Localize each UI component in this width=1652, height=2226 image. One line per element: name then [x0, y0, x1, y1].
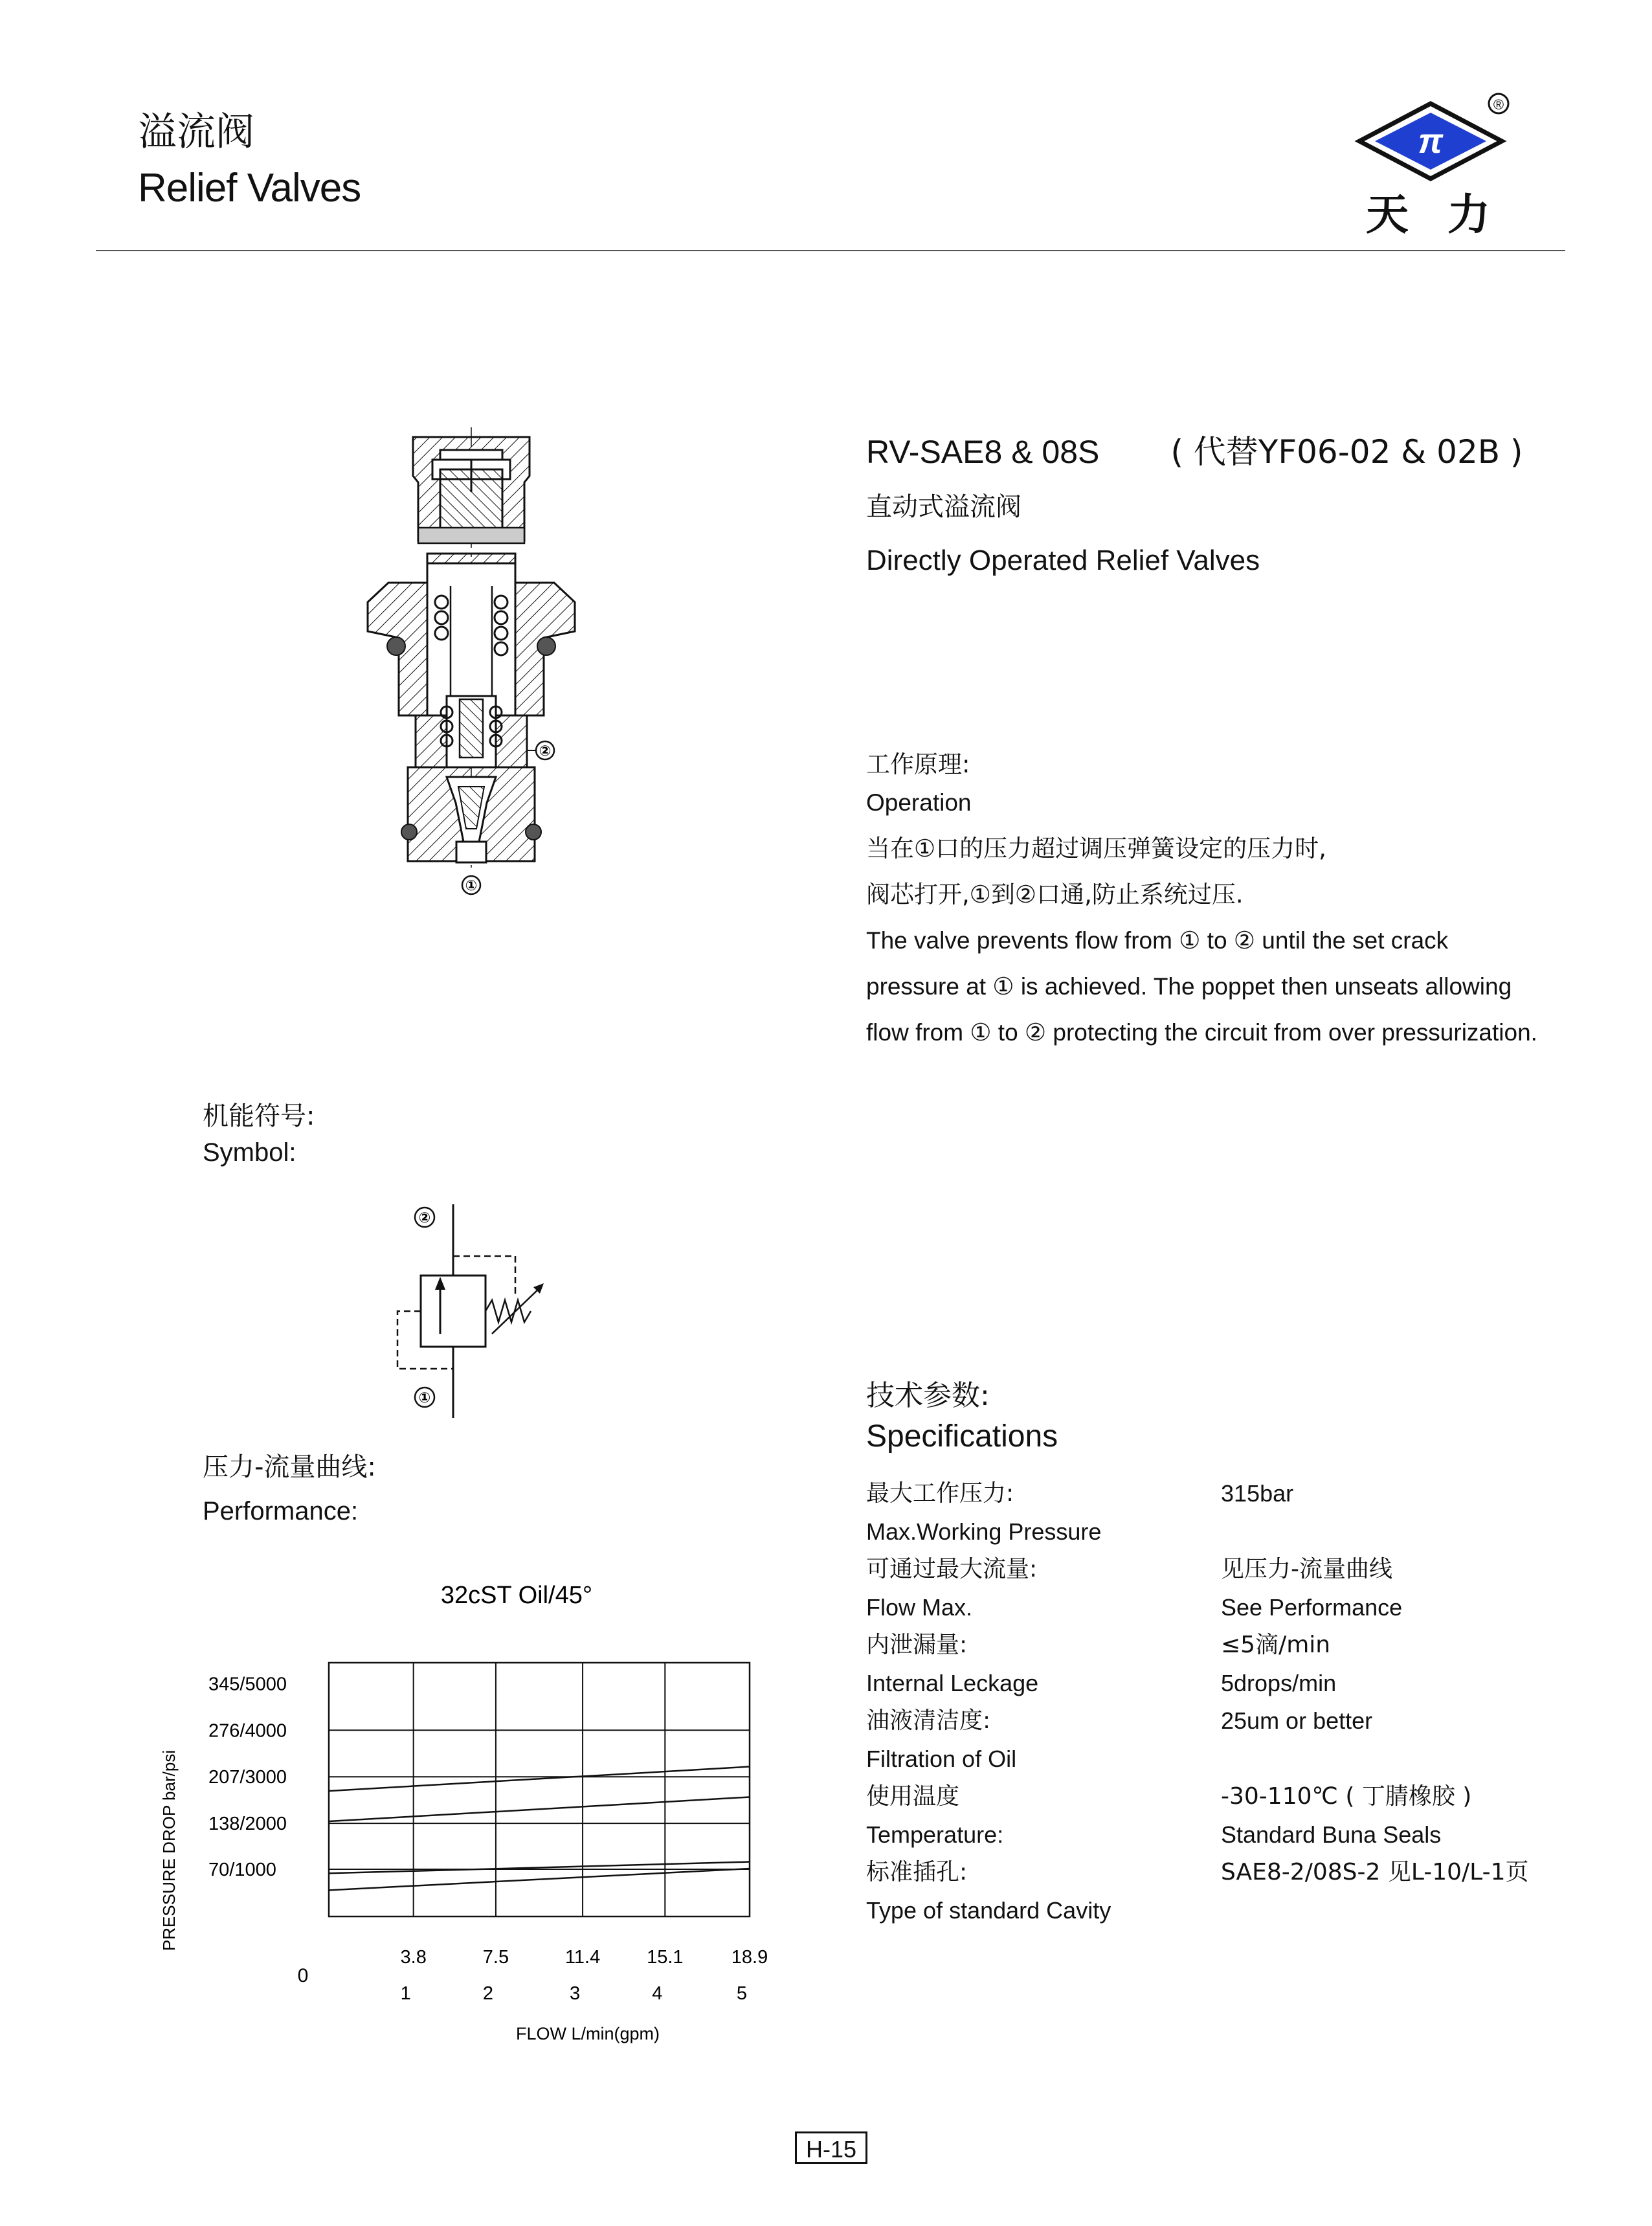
- chart-x-tick-label: 7.5: [482, 1947, 509, 1968]
- operation-line: flow from ① to ② protecting the circuit from over pressurization.: [866, 1019, 1537, 1046]
- spec-value: 见压力-流量曲线: [1221, 1556, 1392, 1582]
- spec-value: ≤5滴/min: [1221, 1632, 1331, 1658]
- spec-value: See Performance: [1221, 1593, 1403, 1621]
- performance-heading-en: Performance:: [203, 1497, 359, 1525]
- chart-series-line: [329, 1767, 750, 1792]
- header-divider: [96, 250, 1565, 251]
- chart-x-tick-label: 15.1: [647, 1947, 684, 1968]
- logo-glyph: π: [1418, 122, 1444, 161]
- chart-y-axis-label: PRESSURE DROP bar/psi: [159, 1749, 179, 1951]
- product-model: [866, 433, 1523, 471]
- registered-mark: ®: [1493, 96, 1504, 113]
- spec-value: Standard Buna Seals: [1221, 1821, 1442, 1848]
- chart-x-axis-label: FLOW L/min(gpm): [515, 2024, 660, 2043]
- chart-x-tick-label: 3.8: [400, 1947, 427, 1968]
- chart-y-tick-label: 345/5000: [208, 1674, 287, 1695]
- brand-name: 天力: [1366, 190, 1529, 240]
- chart-y-tick-label: 138/2000: [208, 1814, 287, 1835]
- spec-key: Max.Working Pressure: [866, 1518, 1102, 1545]
- spec-key: 油液清洁度:: [866, 1707, 991, 1734]
- section-port-1-label: ①: [465, 877, 478, 894]
- spec-value: -30-110℃ ( 丁腈橡胶 ): [1221, 1783, 1472, 1810]
- spec-key: 内泄漏量:: [866, 1632, 968, 1658]
- symbol-port-1-label: ①: [418, 1389, 431, 1406]
- chart-x-tick-label-gpm: 1: [400, 1983, 411, 2004]
- symbol-port-2-label: ②: [418, 1209, 431, 1226]
- specs-heading-en: Specifications: [866, 1419, 1058, 1454]
- spec-key: Flow Max.: [866, 1593, 973, 1621]
- model-replaces: ( 代替YF06-02 & 02B ): [1170, 433, 1523, 471]
- operation-line: 阀芯打开,①到②口通,防止系统过压.: [866, 881, 1244, 908]
- hydraulic-symbol: [388, 1204, 557, 1424]
- operation-heading-cn: 工作原理:: [866, 750, 970, 778]
- spec-value: SAE8-2/08S-2 见L-10/L-1页: [1221, 1859, 1529, 1885]
- spec-key: 使用温度: [866, 1783, 960, 1810]
- operation-line: 当在①口的压力超过调压弹簧设定的压力时,: [866, 835, 1326, 862]
- spec-row: [866, 1475, 1578, 1513]
- spec-value: 5drops/min: [1221, 1669, 1337, 1696]
- model-code: RV-SAE8 & 08S: [866, 434, 1100, 470]
- chart-x-tick-label: 11.4: [564, 1947, 601, 1968]
- product-type-en: Directly Operated Relief Valves: [866, 545, 1260, 576]
- page-title-cn: 溢流阀: [138, 109, 254, 155]
- chart-x-tick-label: 18.9: [731, 1947, 768, 1968]
- spec-value: 25um or better: [1221, 1707, 1373, 1734]
- chart-series-line: [329, 1797, 750, 1821]
- spec-key: Temperature:: [866, 1821, 1004, 1848]
- spec-row: [866, 1816, 1578, 1854]
- chart-x-tick-label-gpm: 4: [652, 1983, 663, 2004]
- chart-title: 32cST Oil/45°: [440, 1582, 593, 1609]
- performance-chart: [149, 1567, 809, 2059]
- spec-key: Type of standard Cavity: [866, 1896, 1111, 1924]
- operation-line: The valve prevents flow from ① to ② until the set crack: [866, 927, 1449, 954]
- spec-key: 最大工作压力:: [866, 1480, 1014, 1507]
- spec-row: [866, 1740, 1578, 1779]
- page-title-en: Relief Valves: [138, 166, 361, 210]
- spec-key: 可通过最大流量:: [866, 1556, 1038, 1582]
- operation-heading-en: Operation: [866, 789, 972, 816]
- performance-heading-cn: 压力-流量曲线:: [203, 1452, 376, 1482]
- chart-plot-frame: [329, 1663, 750, 1917]
- chart-x-tick-label-gpm: 2: [482, 1983, 494, 2004]
- specs-table: [866, 1475, 1578, 1929]
- spec-row: [866, 1626, 1578, 1665]
- chart-y-tick-label: 207/3000: [208, 1767, 287, 1788]
- spec-row: [866, 1665, 1578, 1703]
- spec-row: [866, 1589, 1578, 1627]
- symbol-heading-cn: 机能符号:: [203, 1101, 315, 1131]
- spec-row: [866, 1702, 1578, 1740]
- chart-x-tick-label-gpm: 3: [569, 1983, 581, 2004]
- spec-row: [866, 1551, 1578, 1589]
- section-port-2-label: ②: [539, 743, 552, 759]
- chart-y-tick-label: 276/4000: [208, 1720, 287, 1742]
- spec-row: [866, 1513, 1578, 1551]
- spec-row: [866, 1778, 1578, 1816]
- specs-heading-cn: 技术参数:: [866, 1379, 990, 1412]
- chart-origin-label: 0: [297, 1965, 309, 1986]
- spec-row: [866, 1892, 1578, 1930]
- chart-x-tick-label-gpm: 5: [736, 1983, 748, 2004]
- symbol-heading-en: Symbol:: [203, 1138, 296, 1167]
- product-type-cn: 直动式溢流阀: [866, 492, 1021, 522]
- operation-line: pressure at ① is achieved. The poppet then unseats allowing: [866, 973, 1512, 1000]
- specs-heading: [866, 1378, 1058, 1459]
- page-number: H-15: [795, 2131, 867, 2164]
- spec-row: [866, 1854, 1578, 1892]
- spec-key: 标准插孔:: [866, 1859, 968, 1885]
- spec-value: 315bar: [1221, 1480, 1294, 1507]
- spec-key: Internal Leckage: [866, 1669, 1039, 1696]
- operation-text: [866, 783, 1537, 1059]
- spec-key: Filtration of Oil: [866, 1745, 1017, 1772]
- chart-y-tick-label: 70/1000: [208, 1860, 276, 1881]
- valve-section-drawing: [350, 414, 596, 906]
